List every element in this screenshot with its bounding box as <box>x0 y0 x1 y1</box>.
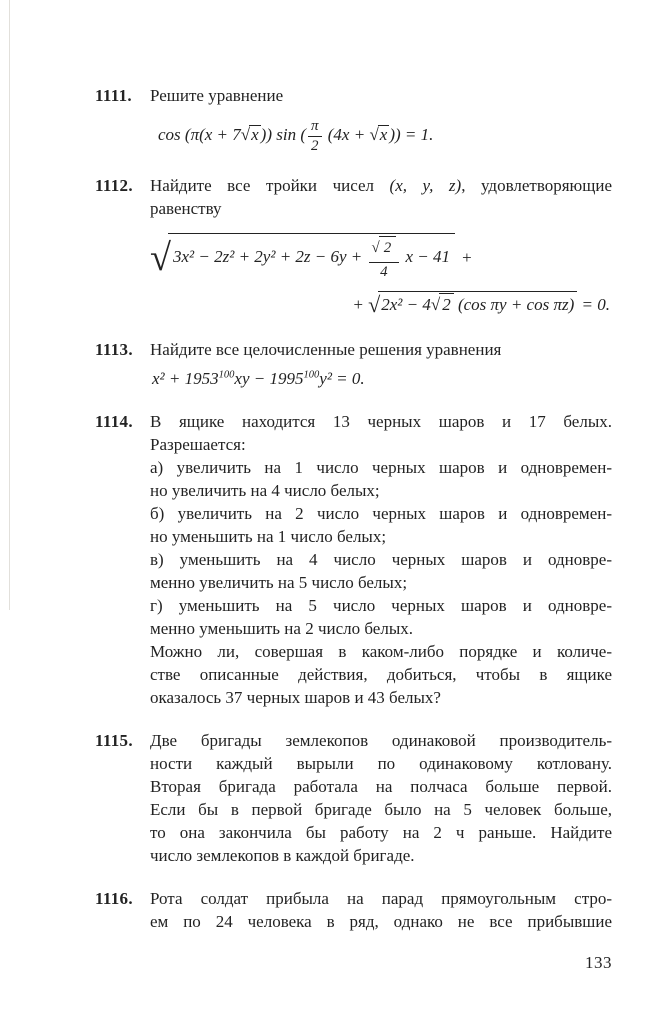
page-number: 133 <box>585 952 612 972</box>
page-content <box>95 84 612 973</box>
problem-number: 1112. <box>95 176 133 196</box>
formula-line-1 <box>150 233 612 282</box>
scan-artifact-line <box>9 0 10 610</box>
problem-number: 1113. <box>95 340 133 360</box>
text-line: Если бы в первой бригаде было на 5 человек больше, <box>150 799 612 819</box>
formula-text: x² + 1953 <box>152 369 219 389</box>
text-line: стве описанные действия, добиться, чтобы в ящике <box>150 664 612 684</box>
fraction-numerator <box>369 236 400 262</box>
exponent: 100 <box>303 369 320 381</box>
text-line: г) уменьшить на 5 число черных шаров и одновре- <box>150 595 612 615</box>
exponent: 100 <box>218 369 235 381</box>
formula-line-2 <box>150 291 612 319</box>
text-line: но увеличить на 4 число белых; <box>150 480 380 500</box>
problem-number: 1114. <box>95 411 133 431</box>
radical <box>368 295 577 314</box>
formula-text: cos (π(x + 7 <box>158 125 241 145</box>
text-line: Две бригады землекопов одинаковой производитель- <box>150 730 612 750</box>
problem-1112 <box>95 174 612 318</box>
text-line: но уменьшить на 1 число белых; <box>150 526 387 546</box>
radical <box>431 295 454 314</box>
formula-text: )) sin ( <box>260 125 306 145</box>
radicand <box>378 291 577 317</box>
radical <box>150 233 455 282</box>
text-line: ем по 24 человека в ряд, однако не все прибывшие <box>150 911 612 931</box>
text-line: менно уменьшить на 2 число белых. <box>150 618 413 638</box>
formula-1113 <box>152 368 612 389</box>
text-line: Можно ли, совершая в каком-либо порядке и количе- <box>150 641 612 661</box>
radical <box>241 125 261 144</box>
radicand <box>168 233 455 282</box>
radicand: 2 <box>439 293 454 316</box>
formula-1112 <box>150 233 612 318</box>
formula-text: 2x² − 4 <box>381 294 431 314</box>
problem-number: 1116. <box>95 888 133 908</box>
fraction-denominator: 2 <box>311 137 319 154</box>
formula-text: Найдите все тройки чисел <box>150 176 390 196</box>
radical <box>372 240 397 256</box>
problem-1115 <box>95 729 612 867</box>
radicand: 2 <box>379 236 396 260</box>
text-line: менно увеличить на 5 число белых; <box>150 572 408 592</box>
formula-text: , удовлетворяющие <box>461 176 612 196</box>
text-line: Разрешается: <box>150 434 246 454</box>
text-line: в) уменьшить на 4 число черных шаров и одновре- <box>150 549 612 569</box>
problem-1114 <box>95 410 612 709</box>
formula-text: )) = 1. <box>389 125 434 145</box>
text-line: оказалось 37 черных шаров и 43 белых? <box>150 687 441 707</box>
formula-text: + <box>461 247 473 267</box>
radicand: x <box>251 125 259 145</box>
text-line: а) увеличить на 1 число черных шаров и одновремен- <box>150 457 612 477</box>
fraction-numerator: π <box>308 118 322 137</box>
fraction <box>369 236 400 280</box>
problem-1116 <box>95 887 612 933</box>
radicand: x <box>379 125 388 145</box>
text-line: равенству <box>150 199 222 219</box>
formula-text: (cos πy + cos πz) <box>453 294 575 314</box>
formula-text: + <box>352 294 369 314</box>
formula-text: 3x² − 2z² + 2y² + 2z − 6y + <box>173 247 367 267</box>
variable-triple: (x, y, z) <box>389 176 462 196</box>
formula-text: y² = 0. <box>319 369 365 389</box>
text-line: Найдите все целочисленные решения уравнения <box>150 340 502 360</box>
formula-text: (4x + <box>323 125 370 145</box>
problem-1113 <box>95 338 612 389</box>
problem-number: 1115. <box>95 730 133 750</box>
text-line: число землекопов в каждой бригаде. <box>150 845 415 865</box>
formula-text: xy − 1995 <box>234 369 304 389</box>
text-line: В ящике находится 13 черных шаров и 17 белых. <box>150 411 612 431</box>
formula-1111 <box>158 118 612 154</box>
text-line: ности каждый вырыли по одинаковому котловану. <box>150 753 612 773</box>
fraction <box>308 118 322 154</box>
radical <box>369 125 389 144</box>
text-line: то она закончила бы работу на 2 ч раньше. Найдите <box>150 822 612 842</box>
fraction-denominator: 4 <box>380 263 388 280</box>
text-line: Решите уравнение <box>150 86 284 105</box>
formula-text: x − 41 <box>401 247 451 267</box>
text-line: Рота солдат прибыла на парад прямоугольным стро- <box>150 888 612 908</box>
text-line: Вторая бригада работала на полчаса больше первой. <box>150 776 612 796</box>
text-line: б) увеличить на 2 число черных шаров и одновремен- <box>150 503 612 523</box>
problem-number: 1111. <box>95 86 132 105</box>
problem-1111 <box>95 84 612 154</box>
formula-text: = 0. <box>577 294 610 314</box>
text-line <box>150 174 612 197</box>
